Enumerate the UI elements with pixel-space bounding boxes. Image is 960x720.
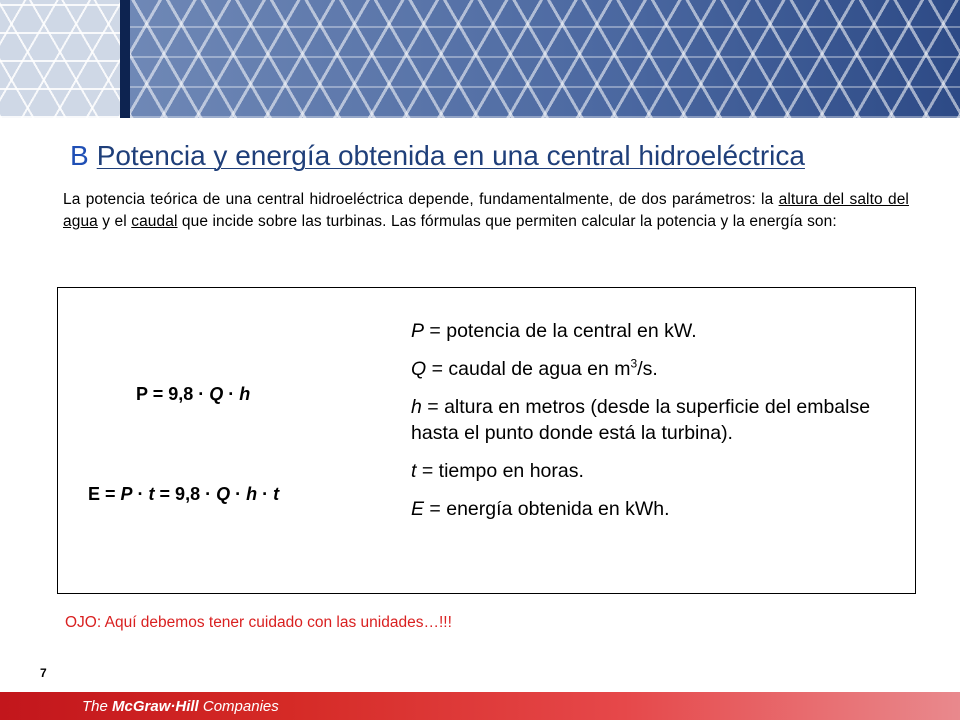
definition-power — [411, 318, 911, 344]
header-banner — [0, 0, 960, 118]
publisher-logo — [82, 698, 279, 715]
energy-eq1: = — [100, 484, 121, 504]
logo-companies: Companies — [198, 698, 279, 715]
title-section-letter: B — [70, 140, 89, 171]
energy-p: P — [120, 484, 133, 504]
intro-part-2: y el — [97, 212, 132, 230]
definition-time — [411, 458, 911, 484]
energy-h: h — [246, 484, 258, 504]
energy-dot3: · — [257, 484, 274, 504]
slide-title — [70, 136, 920, 176]
intro-part-3: que incide sobre las turbinas. Las fórmulas que permiten calcular la potencia y la energía son: — [177, 212, 837, 230]
power-h: h — [239, 384, 251, 404]
definition-flow — [411, 356, 911, 382]
def-text: = energía obtenida en kWh. — [424, 498, 670, 520]
intro-underline-height: altura del salto del agua — [63, 191, 909, 230]
logo-brand: McGraw·Hill — [112, 698, 199, 715]
def-text: = potencia de la central en kW. — [424, 320, 697, 342]
def-text: = caudal de agua en m — [426, 358, 631, 380]
def-symbol: h — [411, 396, 422, 418]
title-text: Potencia y energía obtenida en una central hidroeléctrica — [96, 140, 805, 171]
intro-underline-flow: caudal — [131, 212, 178, 230]
energy-formula — [88, 484, 279, 505]
logo-the: The — [82, 698, 113, 715]
def-symbol: t — [411, 460, 417, 482]
power-eq: = 9,8 · — [147, 384, 210, 404]
definitions-list — [411, 318, 911, 534]
power-dot: · — [223, 384, 240, 404]
energy-q: Q — [216, 484, 231, 504]
banner-pattern-left — [0, 0, 120, 118]
def-text-after: /s. — [637, 358, 658, 380]
def-symbol: P — [411, 320, 425, 342]
energy-t2: t — [273, 484, 280, 504]
energy-lhs: E — [88, 484, 101, 504]
power-q: Q — [209, 384, 224, 404]
def-superscript: 3 — [630, 356, 638, 371]
def-text: = tiempo en horas. — [416, 460, 584, 482]
def-text: = altura en metros (desde la superficie del embalse hasta el punto donde está la turbina). — [411, 396, 871, 444]
banner-divider — [120, 0, 130, 118]
def-symbol: E — [411, 498, 425, 520]
energy-eq2: = 9,8 · — [154, 484, 217, 504]
intro-paragraph — [63, 189, 909, 232]
footer-bar — [0, 692, 960, 720]
energy-dot2: · — [230, 484, 247, 504]
power-formula — [136, 384, 250, 405]
def-symbol: Q — [411, 358, 427, 380]
units-warning: OJO: Aquí debemos tener cuidado con las unidades…!!! — [65, 614, 452, 631]
definition-energy — [411, 496, 911, 522]
banner-pattern-right — [130, 0, 960, 118]
page-number: 7 — [40, 666, 47, 680]
energy-t1: t — [148, 484, 155, 504]
energy-dot1: · — [132, 484, 149, 504]
intro-part-1: La potencia teórica de una central hidroeléctrica depende, fundamentalmente, de dos parámetros: la — [63, 191, 779, 208]
definition-height — [411, 394, 911, 446]
power-lhs: P — [136, 384, 148, 404]
